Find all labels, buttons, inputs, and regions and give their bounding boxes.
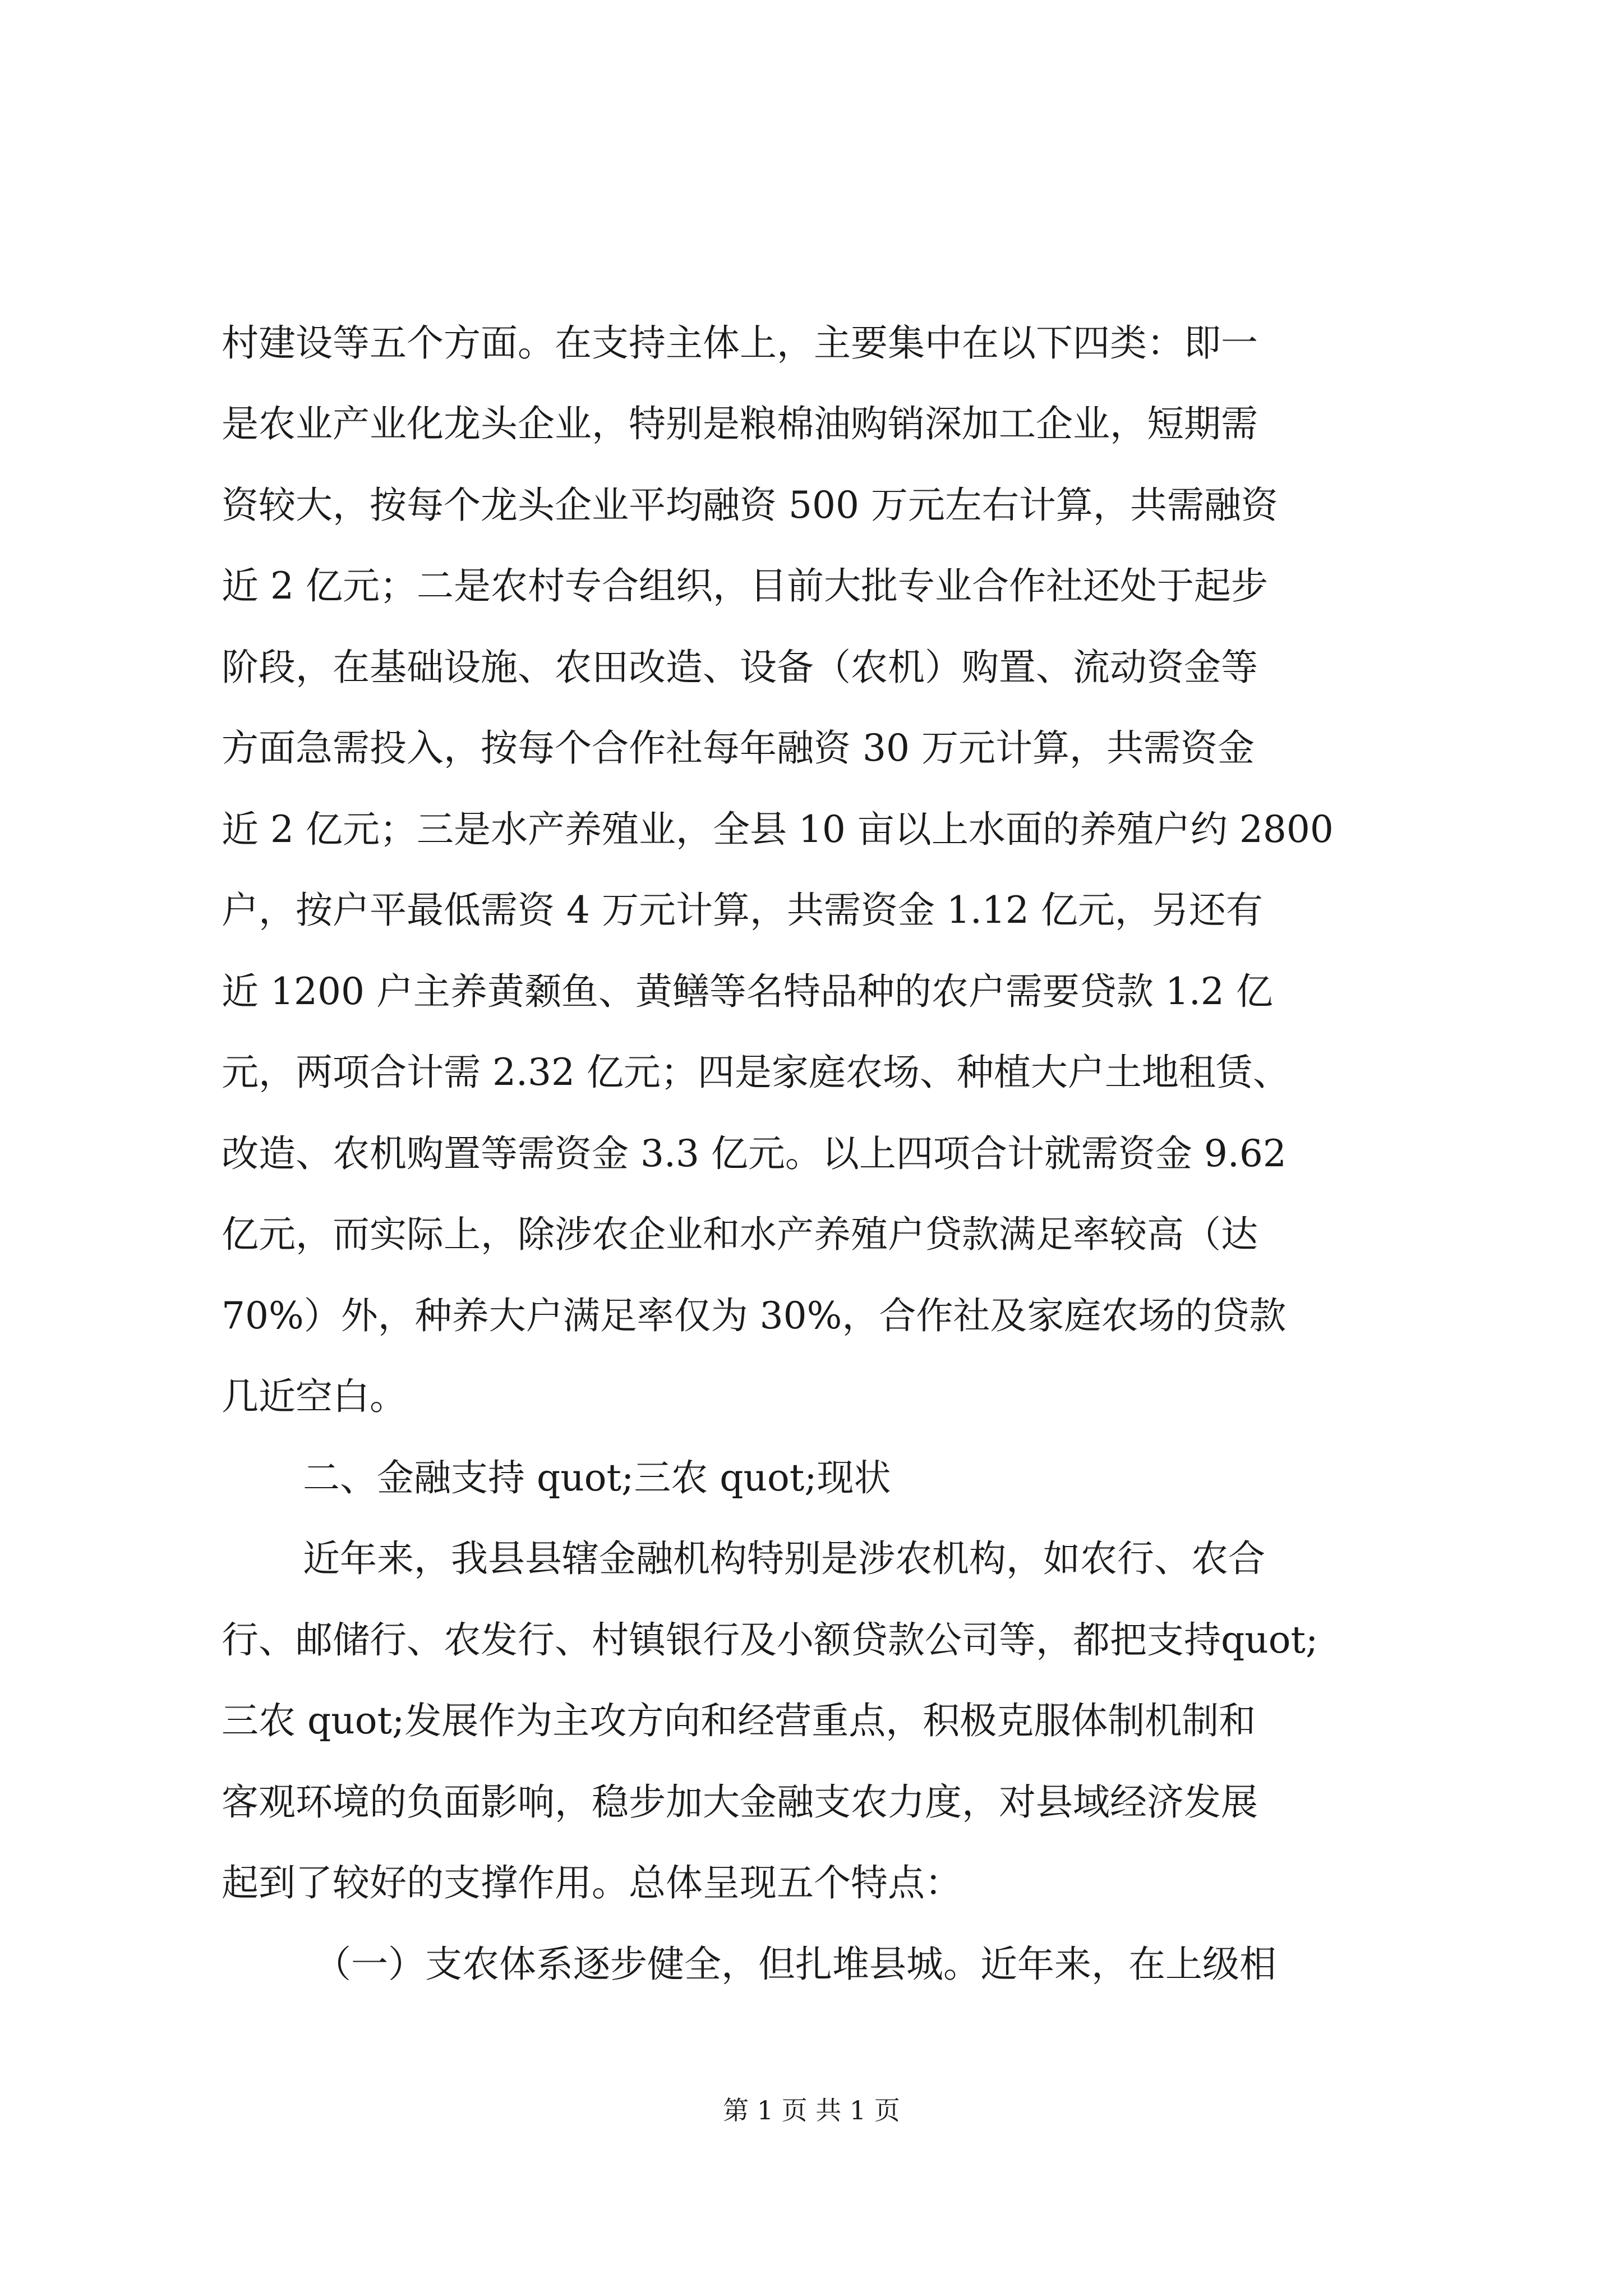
body-text-line: 近 1200 户主养黄颡鱼、黄鳝等名特品种的农户需要贷款 1.2 亿 [222,970,1273,1013]
section-heading: 二、金融支持 quot;三农 quot;现状 [303,1456,891,1499]
body-text-line: 客观环境的负面影响，稳步加大金融支农力度，对县域经济发展 [222,1780,1258,1824]
page-footer: 第 1 页 共 1 页 [723,2095,900,2125]
body-text-line: 方面急需投入，按每个合作社每年融资 30 万元计算，共需资金 [222,726,1255,770]
body-text-line: 村建设等五个方面。在支持主体上，主要集中在以下四类：即一 [222,321,1258,365]
body-text-line: 是农业产业化龙头企业，特别是粮棉油购销深加工企业，短期需 [222,402,1258,445]
body-text-line: 亿元，而实际上，除涉农企业和水产养殖户贷款满足率较高（达 [222,1213,1258,1256]
body-text-line: 近年来，我县县辖金融机构特别是涉农机构，如农行、农合 [303,1537,1265,1580]
subsection-heading: （一）支农体系逐步健全，但扎堆县城。近年来，在上级相 [314,1943,1276,1986]
body-text-line: 三农 quot;发展作为主攻方向和经营重点，积极克服体制机制和 [222,1699,1256,1742]
body-text-line: 起到了较好的支撑作用。总体呈现五个特点： [222,1861,962,1904]
body-text-line: 阶段，在基础设施、农田改造、设备（农机）购置、流动资金等 [222,646,1258,689]
body-text-line: 近 2 亿元；三是水产养殖业，全县 10 亩以上水面的养殖户约 2800 [222,808,1334,851]
body-text-line: 户，按户平最低需资 4 万元计算，共需资金 1.12 亿元，另还有 [222,889,1263,932]
body-text-line: 改造、农机购置等需资金 3.3 亿元。以上四项合计就需资金 9.62 [222,1132,1287,1175]
body-text-line: 近 2 亿元；二是农村专合组织，目前大批专业合作社还处于起步 [222,564,1268,608]
body-text-line: 元，两项合计需 2.32 亿元；四是家庭农场、种植大户土地租赁、 [222,1051,1290,1094]
body-text-line: 资较大，按每个龙头企业平均融资 500 万元左右计算，共需融资 [222,484,1278,527]
body-text-line: 行、邮储行、农发行、村镇银行及小额贷款公司等，都把支持quot; [222,1618,1318,1662]
body-text-line: 几近空白。 [222,1375,407,1418]
body-text-line: 70%）外，种养大户满足率仅为 30%，合作社及家庭农场的贷款 [222,1294,1287,1337]
